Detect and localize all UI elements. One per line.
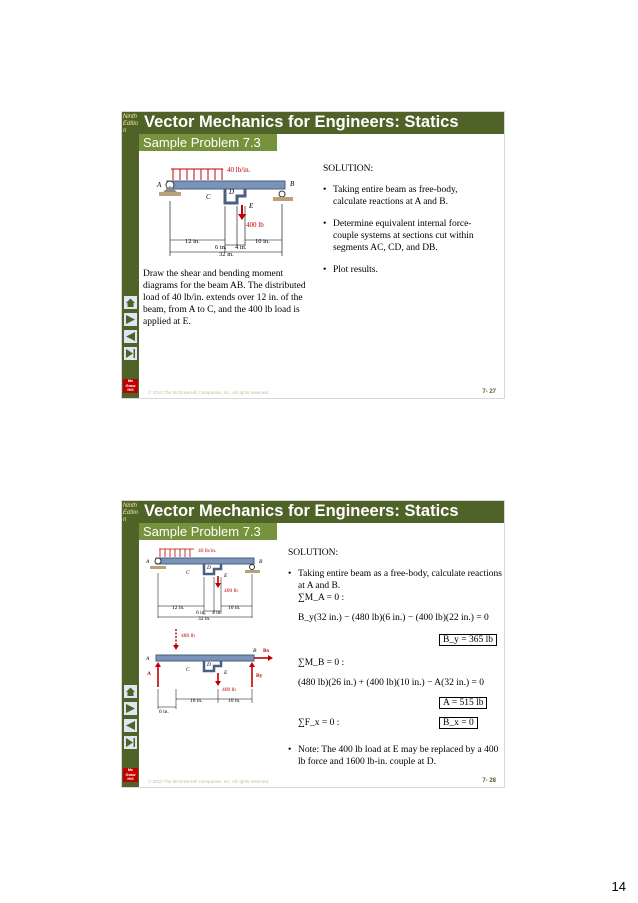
sidebar	[122, 112, 139, 398]
roller-support-b	[250, 565, 255, 570]
label-b: B	[290, 180, 295, 188]
dim-10: 10 in.	[228, 605, 241, 611]
beam	[156, 655, 254, 661]
equation-sum-moments-b: ∑M_B = 0 :	[298, 658, 345, 668]
label-a: A	[146, 559, 150, 565]
subtitle-bar	[139, 134, 277, 151]
bracket	[225, 189, 245, 203]
ground-a	[150, 566, 166, 569]
slide-subtitle: Sample Problem 7.3	[143, 524, 261, 539]
label-by: By	[256, 673, 263, 679]
subtitle-bar	[139, 523, 277, 540]
distributed-load-arrows	[171, 169, 223, 180]
solution-heading: SOLUTION:	[323, 164, 374, 174]
result-a: A = 515 lb	[439, 697, 487, 709]
pin-support-a	[155, 558, 161, 564]
label-a: A	[146, 656, 150, 662]
step-3: • Plot results.	[323, 264, 491, 276]
title-bar	[139, 501, 504, 523]
beam	[156, 558, 254, 564]
dim-10: 10 in.	[255, 238, 270, 245]
nav-end-icon[interactable]	[124, 736, 137, 749]
label-d: D	[207, 662, 211, 668]
dim-4: 4 in.	[212, 610, 222, 616]
label-c: C	[186, 570, 190, 576]
nav-previous-icon[interactable]	[124, 330, 137, 343]
label-d: D	[229, 188, 235, 196]
nav-next-icon[interactable]	[124, 313, 137, 326]
result-by: B_y = 365 lb	[439, 634, 497, 646]
ground-b	[245, 570, 260, 573]
slide-title: Vector Mechanics for Engineers: Statics	[144, 502, 459, 520]
load-label: 40 lb/in.	[198, 548, 217, 554]
dim-32: 32 in.	[219, 251, 234, 258]
solution-note	[288, 744, 502, 778]
label-d: D	[207, 565, 211, 571]
equation-moments-a-expression: B_y(32 in.) − (480 lb)(6 in.) − (400 lb)(22 in.) = 0	[298, 613, 489, 623]
force-label: 400 lb	[222, 687, 236, 693]
copyright: © 2010 The McGraw-Hill Companies, Inc. All rights reserved.	[148, 779, 270, 784]
dim-6: 6 in.	[159, 709, 169, 715]
title-bar	[139, 112, 504, 134]
dim-16: 16 in.	[190, 698, 203, 704]
dim-10: 10 in.	[228, 698, 241, 704]
label-c: C	[186, 667, 190, 673]
dim-12: 12 in.	[185, 238, 200, 245]
resultant-label: 480 lb	[181, 633, 195, 639]
slide-number: 7- 28	[482, 778, 496, 784]
dim-12: 12 in.	[172, 605, 185, 611]
home-icon[interactable]	[124, 296, 137, 309]
label-a-reaction: A	[147, 671, 151, 677]
step-1: • Taking entire beam as a free-body, calculate reactions at A and B.	[288, 568, 502, 592]
slide-7-28	[121, 500, 505, 788]
mcgraw-hill-logo: Mc Graw Hill	[123, 379, 138, 393]
slide-title: Vector Mechanics for Engineers: Statics	[144, 113, 459, 131]
force-label: 400 lb	[246, 221, 264, 229]
problem-statement: Draw the shear and bending moment diagrams for the beam AB. The distributed load of 40 lb/in. extends over 12 in. of the beam, from A to C, and the 400 lb load is applied at E.	[143, 269, 306, 327]
load-label: 40 lb/in.	[227, 166, 251, 174]
label-e: E	[224, 670, 228, 676]
label-b: B	[259, 559, 263, 565]
page-number: 14	[611, 879, 626, 894]
dim-6: 6 in.	[196, 610, 206, 616]
nav-next-icon[interactable]	[124, 702, 137, 715]
label-bx: Bx	[263, 648, 270, 654]
force-label: 400 lb	[224, 588, 238, 594]
free-body-figure	[142, 625, 282, 717]
edition-label: Ninth Edition	[123, 503, 139, 523]
ground-a	[159, 192, 181, 196]
equation-sum-forces-x: ∑F_x = 0 :	[298, 718, 340, 728]
slide-subtitle: Sample Problem 7.3	[143, 135, 261, 150]
label-c: C	[206, 193, 211, 201]
label-e: E	[249, 202, 254, 210]
beam	[167, 181, 285, 189]
equation-sum-moments-a: ∑M_A = 0 :	[298, 593, 345, 603]
beam-figure	[149, 156, 329, 264]
dim-32: 32 in.	[198, 616, 211, 621]
mcgraw-hill-logo: Mc Graw Hill	[123, 768, 138, 782]
copyright: © 2010 The McGraw-Hill Companies, Inc. All rights reserved.	[148, 390, 270, 395]
slide-number: 7- 27	[482, 389, 496, 395]
note: • Note: The 400 lb load at E may be replaced by a 400 lb force and 1600 lb-in. couple at D.	[288, 744, 502, 768]
distributed-load-arrows	[159, 549, 194, 557]
beam-figure-top	[142, 543, 282, 621]
home-icon[interactable]	[124, 685, 137, 698]
label-b: B	[253, 648, 257, 654]
sidebar	[122, 501, 139, 787]
dim-4: 4 in.	[235, 244, 247, 251]
nav-end-icon[interactable]	[124, 347, 137, 360]
slide-7-27	[121, 111, 505, 399]
label-a: A	[157, 181, 162, 189]
label-e: E	[224, 573, 228, 579]
solution-heading: SOLUTION:	[288, 548, 339, 558]
ground-b	[273, 197, 293, 201]
result-bx: B_x = 0	[439, 717, 478, 729]
equation-moments-b-expression: (480 lb)(26 in.) + (400 lb)(10 in.) − A(32 in.) = 0	[298, 678, 484, 688]
step-1: • Taking entire beam as free-body, calculate reactions at A and B.	[323, 184, 491, 208]
nav-previous-icon[interactable]	[124, 719, 137, 732]
solution-steps	[323, 184, 491, 286]
roller-support-b	[279, 191, 285, 197]
edition-label: Ninth Edition	[123, 114, 139, 134]
step-2: • Determine equivalent internal force-couple systems at sections cut within segments AC, CD, and DB.	[323, 218, 491, 254]
dim-6: 6 in.	[215, 244, 227, 251]
